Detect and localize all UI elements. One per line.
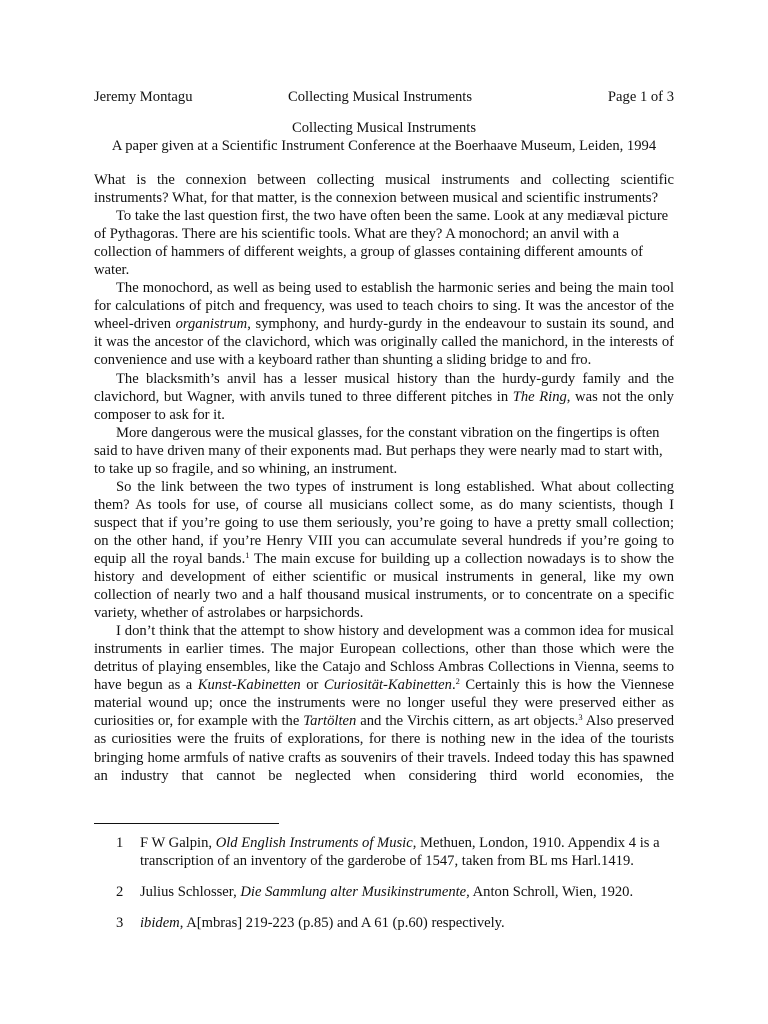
- italic-term: Curiosität-Kabinetten: [323, 677, 452, 694]
- footnote-number: 3: [116, 915, 124, 931]
- paragraph: To take the last question first, the two have often been the same. Look at any mediæval picture of Pythagoras. There are his scientific tools. What are they? A monochord; an anvil with a collection of hammers of different weights, a group of glasses containing different amounts of water.: [94, 208, 669, 279]
- paragraph-text: Also preserved as curiosities were the fruits of explorations, for there is nothing new in the idea of the tourists bringing home armfuls of native crafts as souvenirs of their travels. Indeed today this has spawned an industry that cannot be neglected when considering third world economies, the: [94, 713, 674, 784]
- italic-term: organistrum: [175, 316, 248, 333]
- footnote-ref: 3: [578, 712, 583, 723]
- italic-term: ibidem: [140, 915, 180, 931]
- footnote-separator: [94, 823, 279, 824]
- footnote-number: 2: [116, 884, 124, 900]
- paragraph-text: The blacksmith’s anvil has a lesser musical history than the hurdy-gurdy family and the clavichord, but Wagner, with anvils tuned to three different pitches in: [94, 370, 674, 405]
- italic-term: Die Sammlung alter Musikinstrumente: [240, 884, 467, 900]
- footnote-text: , A[mbras] 219-223 (p.85) and A 61 (p.60) respectively.: [179, 915, 505, 931]
- paragraph-text: .: [451, 677, 456, 694]
- footnote-ref: 2: [455, 676, 460, 687]
- paragraph: [94, 279, 674, 369]
- running-header: [94, 88, 674, 106]
- paragraph: [94, 478, 674, 622]
- footnote: [116, 883, 676, 901]
- paragraph: More dangerous were the musical glasses, for the constant vibration on the fingertips is often said to have driven many of their exponents mad. But perhaps they were nearly mad to start with, to take up so fragile, and so whining, an instrument.: [94, 424, 663, 477]
- header-author: Jeremy Montagu: [94, 89, 193, 105]
- italic-term: Old English Instruments of Music: [215, 835, 413, 851]
- footnote-text: F W Galpin,: [140, 835, 216, 851]
- paragraph: [94, 622, 674, 784]
- footnote: [116, 834, 676, 870]
- italic-term: Tartölten: [303, 713, 357, 730]
- paragraph: What is the connexion between collecting musical instruments and collecting scientific instruments? What, for that matter, is the connexion between musical and scientific instruments?: [94, 172, 674, 207]
- paragraph-text: The monochord, as well as being used to establish the harmonic series and being the main tool for calculations of pitch and frequency, was used to teach choirs to sing. It was the ancestor of the wheel-driven: [94, 280, 674, 333]
- paragraph-text: , symphony, and hurdy-gurdy in the endeavour to sustain its sound, and it was the ancestor of the clavichord, which was originally called the manichord, in the interests of convenience and use with a keyboard rather than shunting a sliding bridge to and fro.: [94, 316, 675, 369]
- footnotes: [116, 834, 676, 945]
- footnote-text: Julius Schlosser,: [140, 884, 241, 900]
- footnote-number: 1: [116, 835, 124, 851]
- paragraph: [94, 370, 674, 424]
- body-text: [94, 171, 674, 785]
- footnote-text: , Anton Schroll, Wien, 1920.: [466, 884, 634, 900]
- footnote: [116, 914, 676, 932]
- paragraph-text: or: [300, 677, 324, 694]
- paper-subtitle: A paper given at a Scientific Instrument Conference at the Boerhaave Museum, Leiden, 1994: [111, 138, 657, 154]
- paragraph-text: The main excuse for building up a collection nowadays is to show the history and development of either scientific or musical instruments in general, like my own collection of nearly two and a half thousand musical instruments, or to concentrate on a specific variety, whether of astrolabes or harpsichords.: [94, 550, 674, 622]
- paragraph-text: I don’t think that the attempt to show history and development was a common idea for musical instruments in earlier times. The major European collections, other than those which were the detritus of playing ensembles, like the Catajo and Schloss Ambras Collections in Vienna, seems to have begun as a: [94, 623, 674, 694]
- paragraph-text: , was not the only composer to ask for it.: [94, 388, 674, 423]
- header-running-title: Collecting Musical Instruments: [288, 89, 473, 105]
- italic-term: Kunst-Kabinetten: [197, 677, 301, 694]
- paper-title: Collecting Musical Instruments: [291, 120, 477, 136]
- footnote-text: , Methuen, London, 1910. Appendix 4 is a transcription of an inventory of the garderobe of 1547, taken from BL ms Harl.1419.: [140, 835, 660, 869]
- paragraph-text: Certainly this is how the Viennese material wound up; once the instruments were no longer useful they were preserved either as curiosities or, for example with the: [94, 677, 674, 730]
- italic-term: The Ring: [512, 388, 567, 405]
- paragraph-text: So the link between the two types of instrument is long established. What about collecting them? As tools for use, of course all musicians collect some, as do many scientists, though I suspect that if you’re going to use them seriously, you’re going to have a pretty small collection; on the other hand, if you’re Henry VIII you can accumulate several hundreds if you’re going to equip all the royal bands.: [94, 478, 674, 567]
- title-block: [80, 119, 688, 155]
- paragraph-text: and the Virchis cittern, as art objects.: [356, 713, 579, 730]
- footnote-ref: 1: [245, 549, 250, 560]
- header-page-number: Page 1 of 3: [607, 89, 674, 105]
